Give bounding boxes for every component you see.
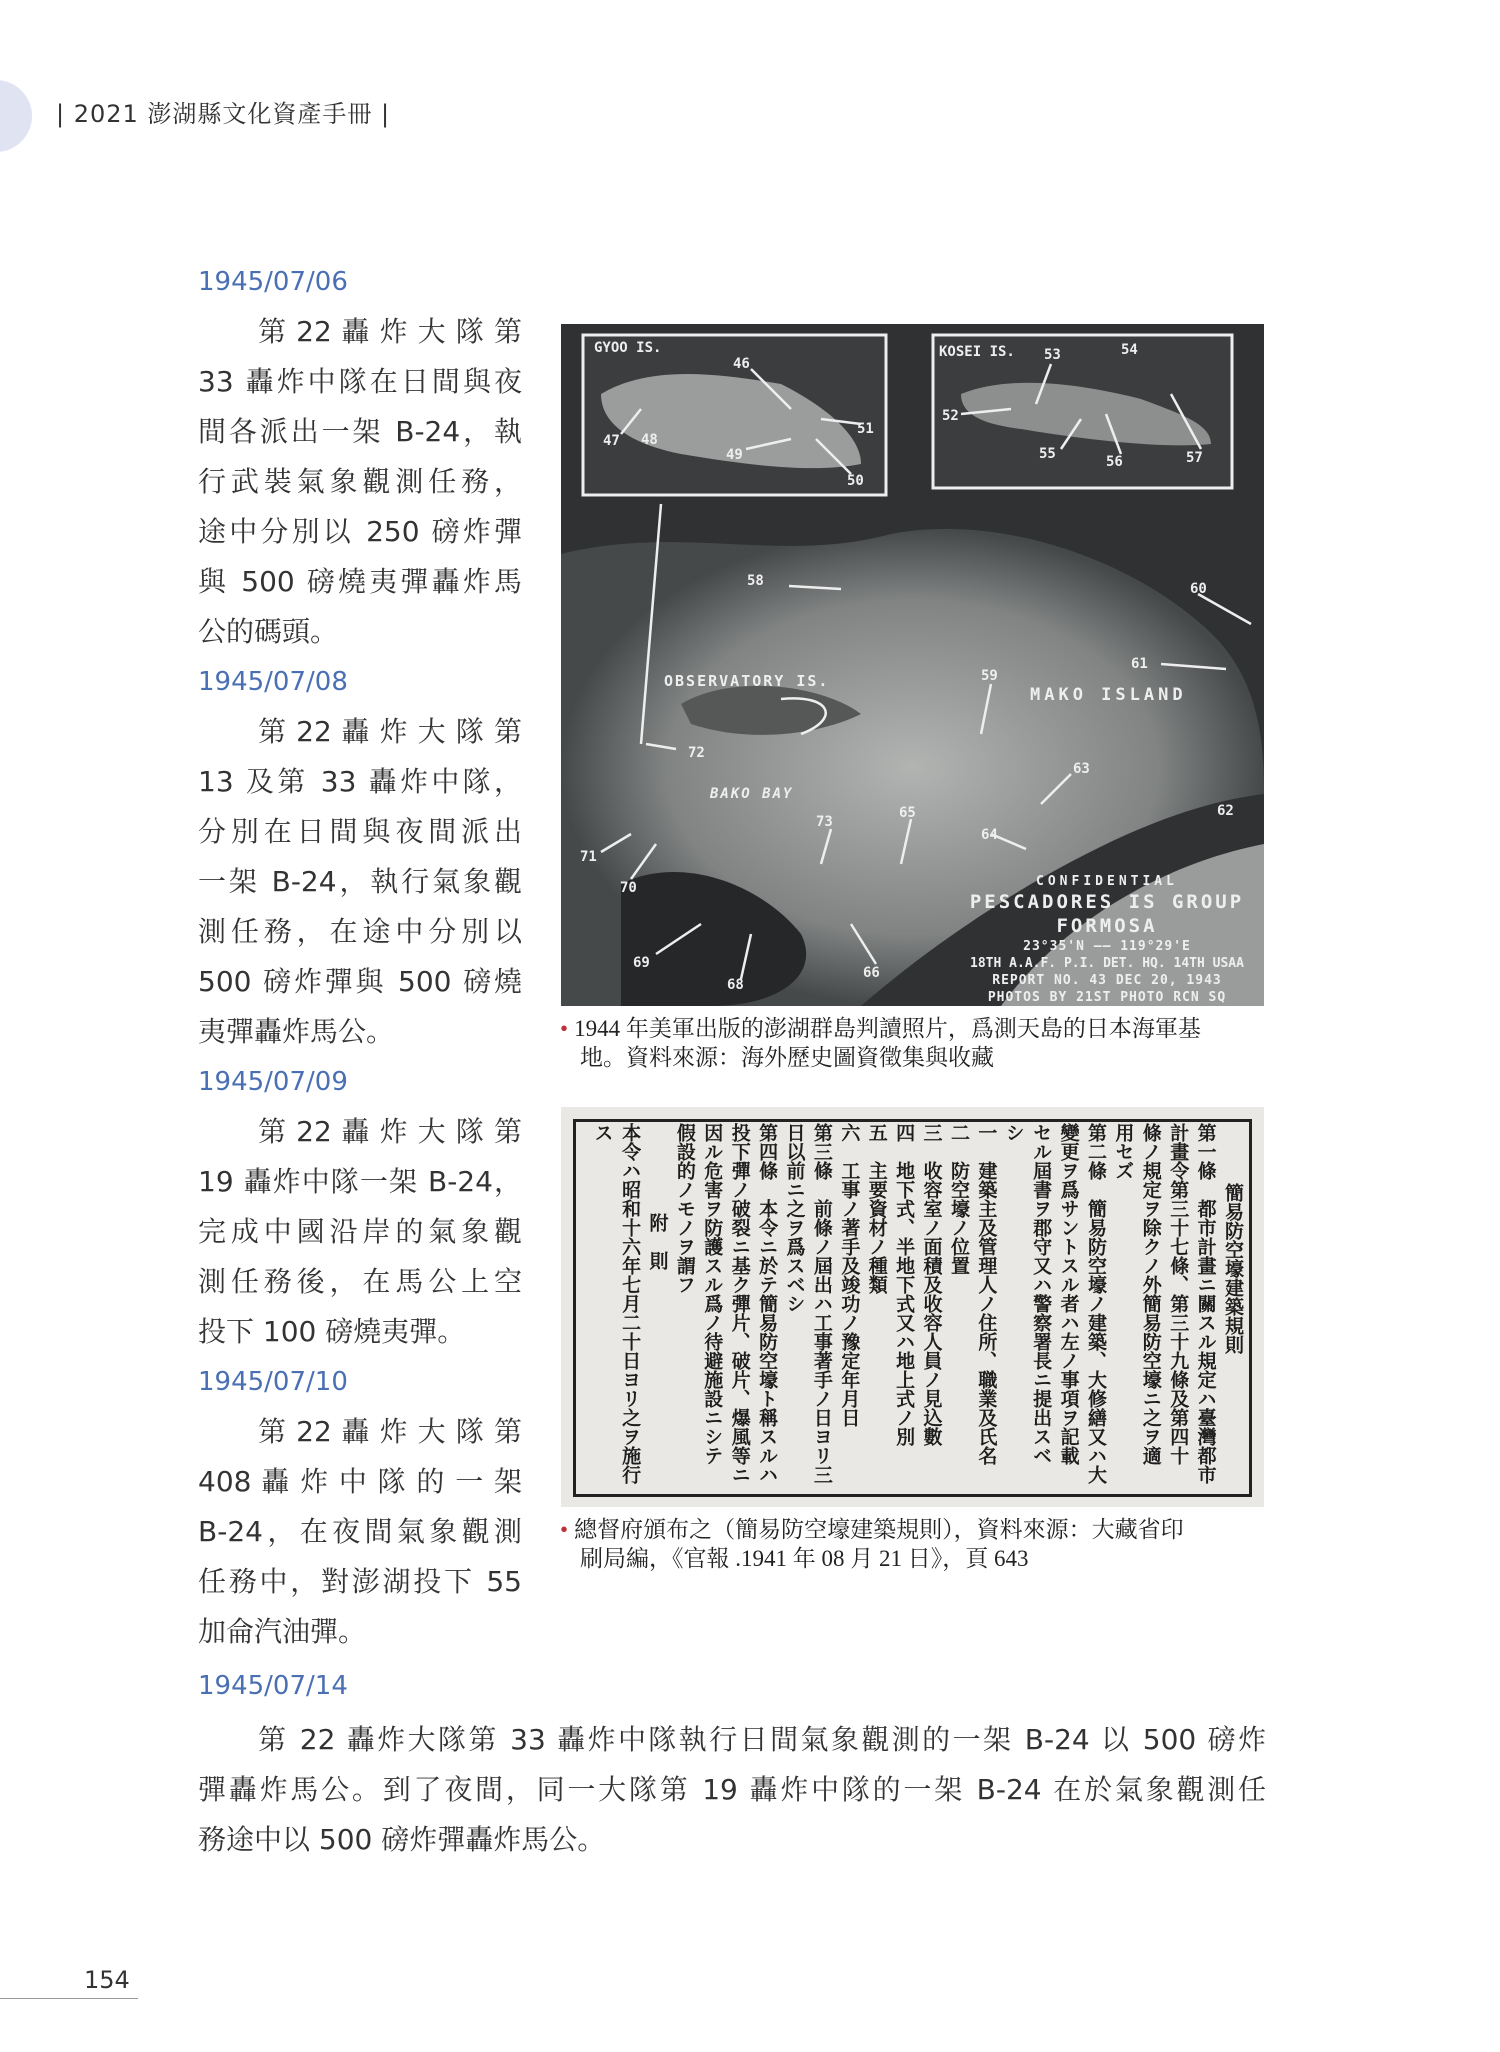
bottom-paragraph [198,1715,1266,1865]
stamp-line: REPORT NO. 43 DEC 20, 1943 [992,973,1222,988]
document-column: 日以前ニ之ヲ爲スベシ [783,1123,806,1313]
place-bako-bay: BAKO BAY [710,786,794,802]
document-column: 假設的ノモノヲ謂フ [673,1123,696,1294]
document-column: 因ル危害ヲ防護スル爲ノ待避施設ニシテ [701,1123,724,1465]
paragraph-line: 第 22 轟 炸 大 隊 第 [258,715,522,748]
document-column: 計畫令第三十七條、第三十九條及第四十 [1167,1123,1190,1465]
document-column: シ [1002,1123,1025,1142]
photo-label: 62 [1217,803,1234,819]
photo-label: 60 [1190,581,1207,597]
document-column: 五 主要資材ノ種類 [865,1123,888,1294]
document-column: 條ノ規定ヲ除クノ外簡易防空壕ニ之ヲ適 [1139,1123,1162,1465]
aerial-photo-drawing [561,324,1264,1006]
paragraph-line: 第 22 轟 炸 大 隊 第 [258,1415,522,1448]
paragraph-line: 彈轟炸馬公。到了夜間，同一大隊第 19 轟炸中隊的一架 B-24 在於氣象觀測任 [198,1773,1266,1806]
document-column: 投下彈ノ破裂ニ基ク彈片、破片、爆風等ニ [728,1123,751,1484]
photo-label: 57 [1186,450,1203,466]
stamp-line: CONFIDENTIAL [1036,874,1178,889]
paragraph-line: 加侖汽油彈。 [198,1615,367,1648]
paragraph-line: 途中分別以 250 磅炸彈 [198,515,522,548]
date-heading: 1945/07/08 [198,667,348,697]
paragraph-line: 第 22 轟 炸 大 隊 第 [258,315,522,348]
document-column: 簡易防空壕建築規則 [1222,1183,1244,1354]
photo-label: 68 [727,977,744,993]
document-column: 第三條 前條ノ屆出ハ工事著手ノ日ヨリ三 [810,1123,833,1484]
document-column: 附 則 [646,1213,669,1270]
document-column: 本令ハ昭和十六年七月二十日ヨリ之ヲ施行 [619,1123,642,1484]
photo-label: 58 [747,573,764,589]
photo2-caption: • 總督府頒布之（簡易防空壕建築規則），資料來源：大藏省印 刷局編，《官報 .1941 年 08 月 21 日》，頁 643 [560,1517,1184,1571]
place-observatory-is: OBSERVATORY IS. [664,672,830,690]
photo-label: 48 [641,432,658,448]
photo-label: 47 [603,433,620,449]
inset-title-gyoo: GYOO IS. [594,340,662,356]
inset-title-kosei: KOSEI IS. [939,344,1015,360]
paragraph-line: 19 轟炸中隊一架 B-24， [198,1165,522,1198]
paragraph-line: 分別在日間與夜間派出 [198,815,522,848]
document-column: 四 地下式、半地下式又ハ地上式ノ別 [893,1123,916,1446]
paragraph-line: 第 22 轟炸大隊第 33 轟炸中隊執行日間氣象觀測的一架 B-24 以 500 磅炸 [258,1723,1266,1756]
paragraph-line: 間各派出一架 B-24，執 [198,415,522,448]
page-number: 154 [84,1966,130,1994]
document-column: 第二條 簡易防空壕ノ建築、大修繕又ハ大 [1084,1123,1107,1484]
document-column: 第一條 都市計畫ニ關スル規定ハ臺灣都市 [1194,1123,1217,1484]
document-column: 六 工事ノ著手及竣功ノ豫定年月日 [838,1123,861,1427]
date-heading: 1945/07/10 [198,1367,348,1397]
paragraph-line: 行武裝氣象觀測任務， [198,465,522,498]
photo-label: 66 [863,965,880,981]
photo1-caption: • 1944 年美軍出版的澎湖群島判讀照片，爲測天島的日本海軍基 地。資料來源：海外歷史圖資徵集與收藏 [560,1016,1201,1070]
photo-label: 59 [981,668,998,684]
bullet-icon: • [560,1016,569,1041]
document-column: 變更ヲ爲サントスル者ハ左ノ事項ヲ記載 [1057,1123,1080,1465]
running-header: | 2021 澎湖縣文化資產手冊 | [56,100,391,128]
document-column: 第四條 本令ニ於テ簡易防空壕ト稱スルハ [756,1123,779,1484]
bullet-icon: • [560,1517,569,1542]
photo-label: 61 [1131,656,1148,672]
document-column: 三 收容室ノ面積及收容人員ノ見込數 [920,1123,943,1446]
photo-label: 65 [899,805,916,821]
stamp-line: FORMOSA [1056,915,1158,937]
photo-label: 46 [733,356,750,372]
photo-label: 64 [981,827,998,843]
paragraph-line: 與 500 磅燒夷彈轟炸馬 [198,565,522,598]
photo-label: 69 [633,955,650,971]
paragraph-line: 任務中，對澎湖投下 55 [198,1565,522,1598]
photo-label: 63 [1073,761,1090,777]
date-heading: 1945/07/09 [198,1067,348,1097]
paragraph-line: 測任務後，在馬公上空 [198,1265,522,1298]
gazette-document-image [561,1107,1264,1507]
stamp-line: 23°35'N —— 119°29'E [1023,939,1191,954]
left-column [198,257,522,1657]
document-column: ス [591,1123,614,1142]
photo-label: 56 [1106,454,1123,470]
document-column: セル屆書ヲ郡守又ハ警察署長ニ提出スベ [1030,1123,1053,1465]
chapter-tab-marker [0,80,32,152]
photo-label: 53 [1044,347,1061,363]
photo-label: 55 [1039,446,1056,462]
paragraph-line: 第 22 轟 炸 大 隊 第 [258,1115,522,1148]
paragraph-line: 13 及第 33 轟炸中隊， [198,765,522,798]
photo-label: 72 [688,745,705,761]
date-heading: 1945/07/06 [198,267,348,297]
paragraph-line: 500 磅炸彈與 500 磅燒 [198,965,522,998]
paragraph-line: 測任務，在途中分別以 [198,915,522,948]
photo-label: 51 [857,421,874,437]
paragraph-line: 務途中以 500 磅炸彈轟炸馬公。 [198,1823,606,1856]
page-number-rule [0,1998,138,1999]
paragraph-line: B-24，在夜間氣象觀測 [198,1515,522,1548]
aerial-photo-pescadores [561,324,1264,1006]
stamp-line: 18TH A.A.F. P.I. DET. HQ. 14TH USAA [970,956,1244,971]
paragraph-line: 一架 B-24，執行氣象觀 [198,865,522,898]
document-column: 用セズ [1112,1123,1135,1180]
paragraph-line: 夷彈轟炸馬公。 [198,1015,395,1048]
paragraph-line: 投下 100 磅燒夷彈。 [198,1315,466,1348]
photo-label: 73 [816,814,833,830]
document-column: 一 建築主及管理人ノ住所、職業及氏名 [975,1123,998,1465]
photo-label: 49 [726,447,743,463]
document-column: 二 防空壕ノ位置 [947,1123,970,1275]
photo-label: 71 [580,849,597,865]
photo-label: 50 [847,473,864,489]
stamp-line: PHOTOS BY 21ST PHOTO RCN SQ [987,990,1227,1005]
photo-label: 52 [942,408,959,424]
paragraph-line: 公的碼頭。 [198,615,339,648]
date-heading: 1945/07/14 [198,1671,348,1701]
paragraph-line: 完成中國沿岸的氣象觀 [198,1215,522,1248]
photo-label: 70 [620,880,637,896]
place-mako-island: MAKO ISLAND [1030,685,1187,705]
stamp-line: PESCADORES IS GROUP [969,891,1245,913]
paragraph-line: 33 轟炸中隊在日間與夜 [198,365,522,398]
document-text-columns [588,1123,1246,1497]
photo-label: 54 [1121,342,1138,358]
paragraph-line: 408 轟 炸 中 隊 的 一 架 [198,1465,522,1498]
